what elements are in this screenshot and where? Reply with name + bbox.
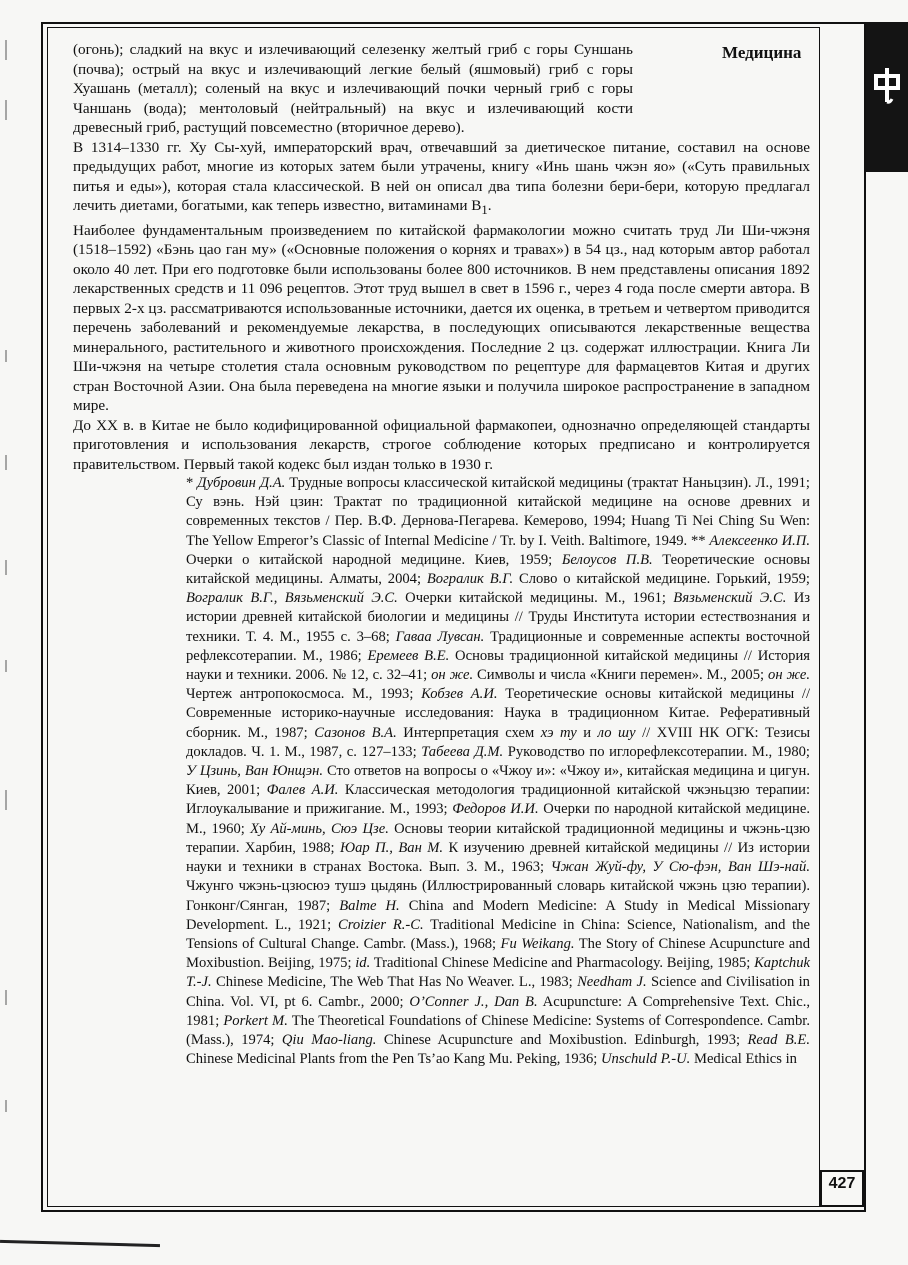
- page-number: 427: [828, 1175, 856, 1192]
- footnote-author: Вогралик В.Г.: [426, 571, 514, 588]
- footnote-author: ло шу: [597, 724, 636, 741]
- footnote-author: Юар П., Ван М.: [340, 839, 444, 856]
- footnote-text: Очерки китайской медицины. М., 1961;: [397, 590, 674, 607]
- footnote-text: Чертеж антропокосмоса. М., 1993;: [186, 686, 422, 703]
- footnote-text: Теоретические основы китайской медицины // Современные историко-научные исследования: Наука в традиционном Китае. Реферативный сборник. М., 1987;: [186, 686, 810, 741]
- footnote-author: У Цзинь, Ван Юнщэн.: [186, 763, 323, 780]
- footnote-text: Очерки по народной китайской медицине. М., 1960;: [186, 801, 810, 837]
- paragraph-1: (огонь); сладкий на вкус и излечивающий селезенку желтый гриб с горы Суншань (почва); острый на вкус и излечивающий легкие белый (яшмовый) гриб с горы Хуашань (металл); соленый на вкус и излечивающий почки черный гриб с горы Чаншань (вода); ментоловый (нейтральный) на вкус и излечивающий кости древесный гриб, растущий повсеместно (вторичное дерево).: [73, 41, 633, 136]
- footnote-text: Traditional Medicine in China: Science, Nationalism, and the Tensions of Cultural Change. Cambr. (Mass.), 1968;: [186, 916, 810, 952]
- section-title: Медицина: [722, 43, 802, 62]
- footnote-text: Очерки о китайской народной медицине. Киев, 1959;: [186, 551, 562, 568]
- footnote-author: Табеева Д.М.: [421, 743, 504, 760]
- footnotes: [186, 474, 810, 1069]
- footnote-text: The Theoretical Foundations of Chinese Medicine: Systems of Correspondence. Cambr. (Mass.), 1974;: [186, 1012, 810, 1048]
- vitamin-subscript: 1: [481, 203, 488, 218]
- footnote-author: Гаваа Лувсан.: [395, 628, 485, 645]
- footnote-author: Kaptchuk T.-J.: [186, 955, 810, 991]
- footnote-text: Acupuncture: A Comprehensive Text. Chic., 1981;: [186, 993, 810, 1029]
- page-body: [73, 40, 810, 1069]
- footnote-author: Balme H.: [339, 897, 400, 914]
- footnote-text: Science and Civilisation in China. Vol. VI, pt 6. Cambr., 2000;: [186, 974, 810, 1010]
- footnote-author: Чжан Жуй-фу, У Сю-фэн, Ван Шэ-най.: [550, 859, 810, 876]
- footnote-author: Fu Weikang.: [500, 935, 575, 952]
- section-tab: [866, 22, 908, 172]
- footnote-author: Сазонов В.А.: [314, 724, 397, 741]
- footnote-text: Теоретические основы китайской медицины. Алматы, 2004;: [186, 551, 811, 588]
- footnote-text: *: [186, 475, 198, 492]
- footnote-text: Чжунго чжэнь-цзюсюэ тушэ цыдянь (Иллюстрированный словарь китайской чжэнь цзю терапии). Гонконг/Сянган, 1987;: [186, 878, 810, 914]
- footnote-text: Из истории древней китайской биологии и медицины // Труды Института истории естествознания и техники. Т. 4. М., 1955 с. 3–68;: [186, 590, 810, 645]
- footnote-author: Read B.E.: [747, 1031, 810, 1048]
- paragraph-3: Наиболее фундаментальным произведением по китайской фармакологии можно считать труд Ли Ши-чжэня (1518–1592) «Бэнь цао ган му» («Основные положения о корнях и травах») в 54 цз., над которым автор работал около 40 лет. При его подготовке были использованы более 800 источников. В нем представлены описания 1892 лекарственных средств и 11 096 рецептов. Этот труд вышел в свет в 1596 г., через 4 года после смерти автора. В первых 2-х цз. рассматриваются использованные источники, дается их оценка, в третьем и четвертом приводится перечень заболеваний и рекомендуемые лекарства, в последующих описываются лекарственные вещества минерального, растительного и животного происхождения. Последние 2 цз. содержат иллюстрации. Книга Ли Ши-чжэня на четыре столетия стала основным руководством по рецептуре для фармацевтов Китая и других стран Восточной Азии. Она была переведена на многие языки и получила широкое распространение в западном мире.: [73, 221, 810, 415]
- paragraph-2-text: В 1314–1330 гг. Ху Сы-хуй, императорский врач, отвечавший за диетическое питание, составил на основе предыдущих работ, многие из которых затем были утрачены, книгу «Инь шань чжэн яо» («Суть правильных питья и еды»), которая стала классической. В ней он описал два типа болезни бери-бери, которую предлагал лечить диетами, богатыми, как теперь известно, витаминами B: [73, 138, 810, 214]
- footnote-author: Федоров И.И.: [452, 801, 539, 818]
- scan-artifact-line: [0, 1240, 160, 1247]
- footnote-author: Белоусов П.В.: [561, 551, 653, 568]
- footnote-text: China and Modern Medicine: A Study in Medical Missionary Development. L., 1921;: [186, 897, 810, 933]
- footnote-text: Основы традиционной китайской медицины // История науки и техники. 2006. № 12, с. 32–41;: [186, 647, 811, 684]
- footnote-text: Классическая методология традиционной китайской чжэньцзю терапии: Иглоукалывание и прижигание. М., 1993;: [186, 782, 810, 818]
- footnote-author: Дубровин Д.А.: [197, 475, 286, 492]
- footnote-author: Алексеенко И.П.: [709, 532, 810, 549]
- footnote-author: Qiu Mao-liang.: [281, 1031, 377, 1048]
- footnote-author: Фалев А.И.: [266, 782, 339, 799]
- footnote-text: Chinese Acupuncture and Moxibustion. Edinburgh, 1993;: [376, 1031, 748, 1048]
- footnote-text: // XVIII НК ОГК: Тезисы докладов. Ч. 1. М., 1987, с. 127–133;: [186, 724, 811, 760]
- footnote-author: Еремеев В.Е.: [367, 647, 450, 664]
- footnote-author: хэ ту: [540, 724, 577, 741]
- footnote-author: он же.: [768, 667, 810, 684]
- footnote-text: и: [576, 724, 598, 741]
- paragraph-2-end: .: [487, 197, 492, 214]
- footnote-text: The Story of Chinese Acupuncture and Moxibustion. Beijing, 1975;: [186, 935, 811, 972]
- footnote-text: Традиционные и современные аспекты восточной рефлексотерапии. М., 1986;: [186, 628, 810, 664]
- footnote-text: Трудные вопросы классической китайской медицины (трактат Наньцзин). Л., 1991; Су вэнь. Нэй цзин: Трактат по традиционной китайской медицине на основе древних и современных текстов / Пер. В.Ф. Дернова-Пегарева. Кемерово, 1994; Huang Ti Nei Ching Su Wen: The Yellow Emperor’s Classic of Internal Medicine / Tr. by I. Veith. Baltimore, 1949. **: [186, 475, 810, 549]
- footnote-text: Traditional Chinese Medicine and Pharmacology. Beijing, 1985;: [370, 955, 755, 972]
- footnote-text: Слово о китайской медицине. Горький, 1959;: [513, 571, 810, 588]
- footnote-text: Medical Ethics in: [690, 1051, 797, 1068]
- footnote-author: O’Conner J., Dan B.: [409, 993, 538, 1010]
- footnote-author: Porkert M.: [223, 1012, 288, 1029]
- scan-edge-marks: [0, 0, 8, 1265]
- footnote-author: Кобзев А.И.: [421, 686, 498, 703]
- footnote-text: Сто ответов на вопросы о «Чжоу и»: «Чжоу и», китайская медицина и цигун. Киев, 2001;: [186, 763, 810, 799]
- footnote-text: Руководство по иглорефлексотерапии. М., 1980;: [503, 743, 810, 760]
- footnote-text: Символы и числа «Книги перемен». М., 2005;: [473, 667, 769, 684]
- footnote-author: Вогралик В.Г., Вязьменский Э.С.: [186, 590, 398, 607]
- paragraph-4: До XX в. в Китае не было кодифицированной официальной фармакопеи, однозначно определяющей стандарты приготовления и использования лекарств, строгое соблюдение которых предписано и контролируется правительством. Первый такой кодекс был издан только в 1930 г.: [73, 416, 810, 473]
- footnote-text: Chinese Medicine, The Web That Has No Weaver. L., 1983;: [211, 974, 578, 991]
- footnote-author: Needham J.: [577, 974, 647, 991]
- footnote-author: id.: [355, 955, 371, 972]
- footnote-author: Вязьменский Э.С.: [673, 590, 787, 607]
- footnote-text: Chinese Medicinal Plants from the Pen Ts’ao Kang Mu. Peking, 1936;: [186, 1051, 601, 1068]
- footnote-text: Интерпретация схем: [396, 724, 541, 741]
- footnote-text: Основы теории китайской традиционной медицины и чжэнь-цзю терапии. Харбин, 1988;: [186, 820, 811, 856]
- footnote-author: он же.: [431, 667, 474, 684]
- footnote-author: Croizier R.-C.: [337, 916, 424, 933]
- paragraph-2: [73, 138, 810, 221]
- footnote-author: Unschuld P.-U.: [601, 1051, 691, 1068]
- footnote-text: К изучению древней китайской медицины // Из истории науки и техники в странах Востока. Вып. 3. М., 1963;: [186, 839, 810, 876]
- footnote-author: Ху Ай-минь, Сюэ Цзе.: [250, 820, 389, 837]
- chinese-character-icon: [872, 66, 902, 104]
